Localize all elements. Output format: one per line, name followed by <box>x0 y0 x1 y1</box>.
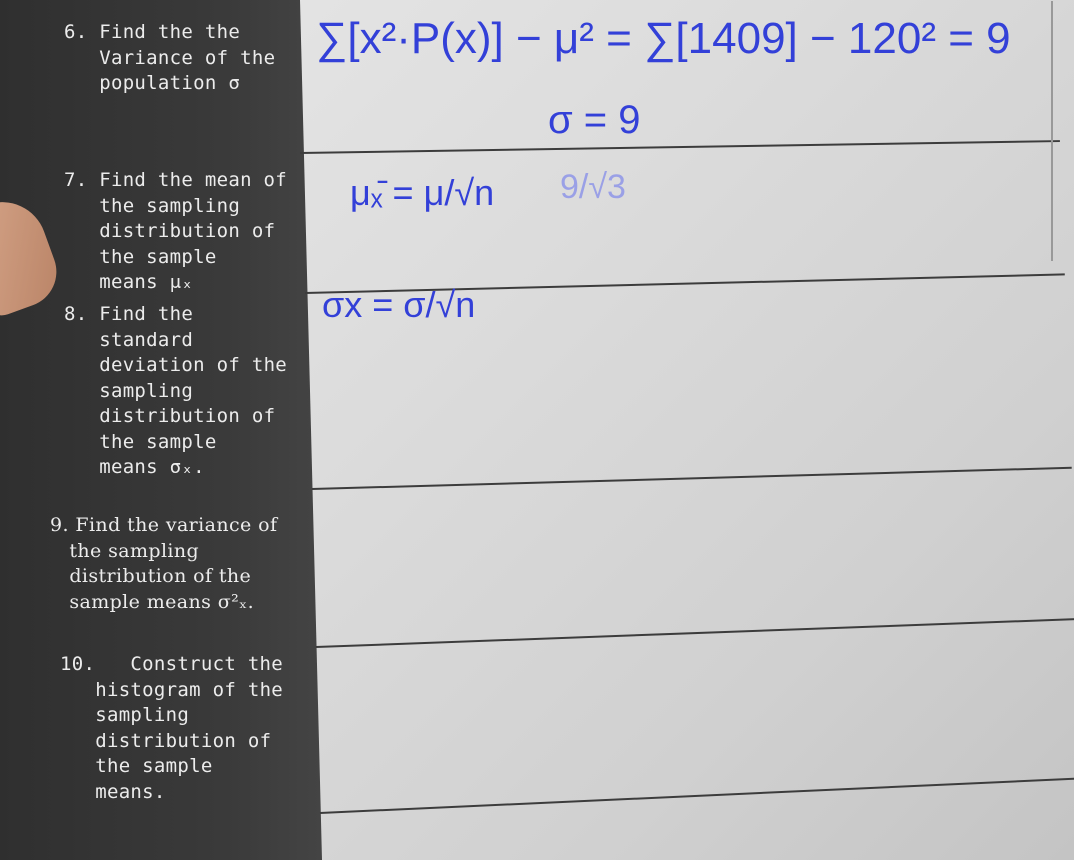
right-border <box>1051 1 1053 261</box>
answer-7-formula: μₓ̄ = μ/√n <box>350 172 495 213</box>
answer-6-formula: ∑[x²·P(x)] − μ² = ∑[1409] − 120² = 9 <box>316 14 1011 63</box>
answer-7-fraction: 9/√3 <box>560 168 626 206</box>
answer-8-formula: σx = σ/√n <box>322 284 476 325</box>
answer-6-result: σ = 9 <box>548 98 641 142</box>
question-10: 10. Construct the histogram of the sampling distribution of the sample means. <box>60 653 284 803</box>
question-6: 6. Find the the Variance of the population σ <box>64 21 276 94</box>
question-7: 7. Find the mean of the sampling distribution of the sample means μₓ <box>64 169 288 293</box>
question-8: 8. Find the standard deviation of the sampling distribution of the sample means σₓ. <box>64 303 288 478</box>
question-9: 9. Find the variance of the sampling distribution of the sample means σ²ₓ. <box>50 514 278 613</box>
